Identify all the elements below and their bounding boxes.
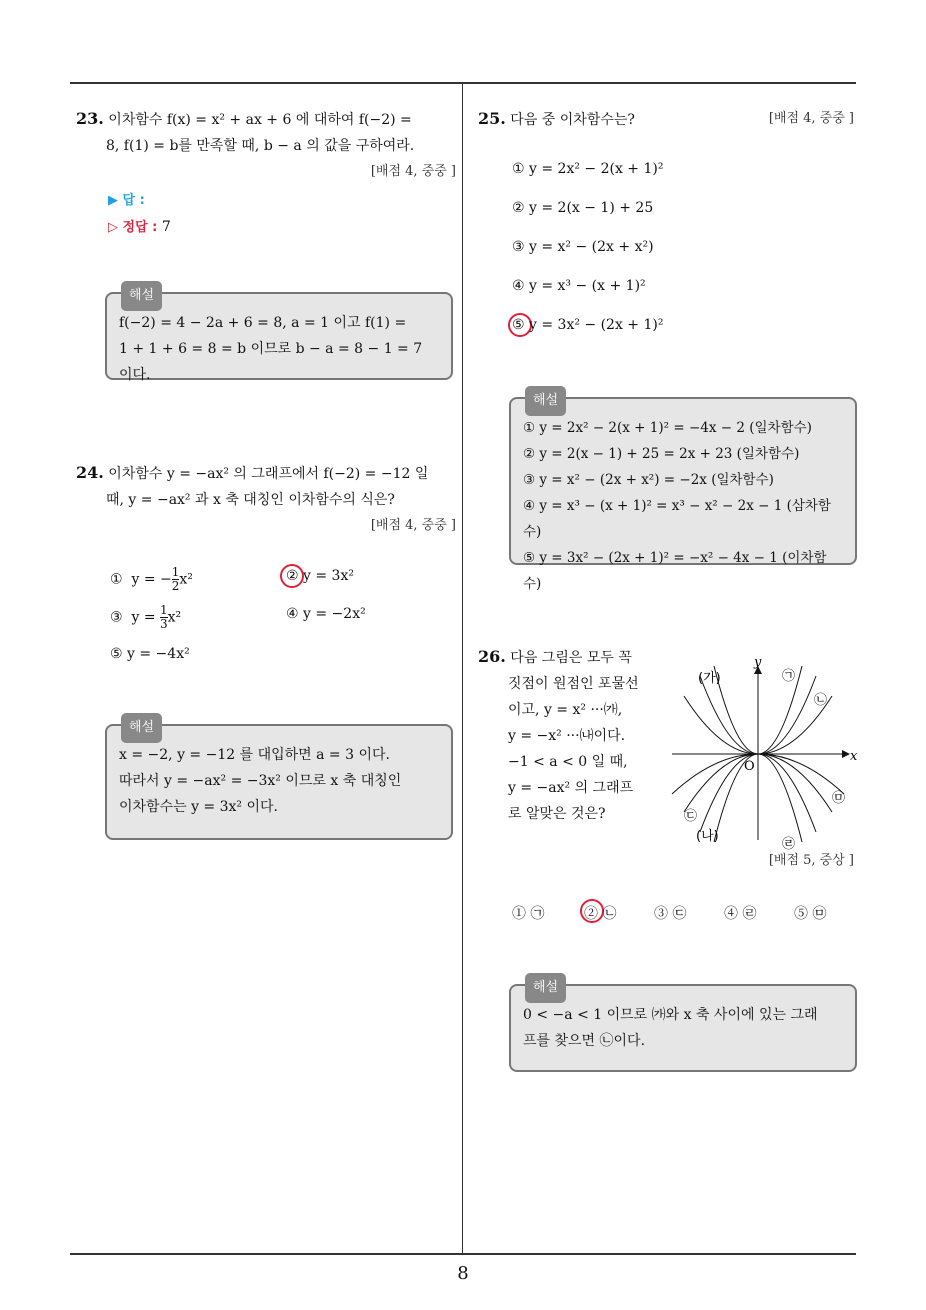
choice-text: y = −4x² bbox=[127, 646, 190, 662]
question-24 bbox=[76, 460, 456, 539]
top-rule bbox=[70, 82, 856, 84]
score-26 bbox=[660, 848, 854, 874]
explanation-line: ④ y = x³ − (x + 1)² = x³ − x² − 2x − 1 (삼차함수) bbox=[523, 498, 831, 540]
question-25 bbox=[478, 106, 854, 133]
question-text-line2: 8, f(1) = b를 만족할 때, b − a 의 값을 구하여라. bbox=[106, 138, 415, 154]
choice-mark: ⑤ bbox=[110, 646, 123, 662]
choice-3[interactable]: ③ ㉢ bbox=[654, 906, 687, 922]
label-c5: ㉤ bbox=[832, 791, 846, 806]
label-c4: ㉣ bbox=[782, 837, 796, 852]
label-x: x bbox=[850, 749, 858, 764]
question-text-line: 로 알맞은 것은? bbox=[508, 806, 606, 822]
question-text-line: −1 < a < 0 일 때, bbox=[508, 754, 628, 770]
label-y: y bbox=[754, 655, 762, 670]
explanation-line1: x = −2, y = −12 를 대입하면 a = 3 이다. bbox=[119, 747, 390, 763]
explanation-line1: 0 < −a < 1 이므로 ㈎와 x 축 사이에 있는 그래 bbox=[523, 1007, 818, 1023]
explanation-label: 해설 bbox=[121, 281, 162, 311]
denominator: 3 bbox=[160, 617, 168, 631]
score-label: [배점 4, 중중 ] bbox=[768, 111, 854, 126]
question-text-line: 짓점이 원점인 포물선 bbox=[508, 676, 639, 692]
question-26 bbox=[478, 644, 653, 827]
choice-3[interactable]: ③ y = x² − (2x + x²) bbox=[512, 239, 654, 255]
choice-1[interactable]: ① y = 2x² − 2(x + 1)² bbox=[512, 161, 664, 177]
label-na: (나) bbox=[696, 829, 719, 844]
choice-5[interactable]: ⑤ y = 3x² − (2x + 1)² bbox=[512, 317, 664, 333]
choice-mark: ④ bbox=[286, 606, 299, 622]
choice-text: y = − bbox=[131, 571, 172, 588]
choice-4[interactable]: ④ ㉣ bbox=[724, 906, 757, 922]
question-text-line: y = −ax² 의 그래프 bbox=[508, 780, 634, 796]
choice-mark: ② bbox=[286, 568, 299, 584]
choice-tail: x² bbox=[179, 571, 193, 588]
label-origin: O bbox=[744, 759, 755, 774]
explanation-line: ⑤ y = 3x² − (2x + 1)² = −x² − 4x − 1 (이차함수) bbox=[523, 550, 827, 592]
question-text-line1: 이차함수 f(x) = x² + ax + 6 에 대하여 f(−2) = bbox=[108, 112, 412, 128]
question-text-line: y = −x² ···㈏이다. bbox=[508, 728, 626, 744]
answer-area-23 bbox=[108, 188, 448, 241]
question-text: 다음 중 이차함수는? bbox=[510, 112, 635, 128]
question-number: 26. bbox=[478, 647, 506, 666]
question-text-line1: 이차함수 y = −ax² 의 그래프에서 f(−2) = −12 일 bbox=[108, 466, 429, 482]
score-label: [배점 4, 중중 ] bbox=[370, 164, 456, 179]
explanation-box-25 bbox=[509, 393, 857, 592]
question-text-line: 이고, y = x² ···㈎, bbox=[508, 702, 623, 718]
choice-text: y = −2x² bbox=[303, 606, 366, 622]
question-number: 23. bbox=[76, 109, 104, 128]
choice-4[interactable] bbox=[286, 606, 366, 622]
label-ga: (가) bbox=[698, 671, 721, 686]
fraction bbox=[160, 604, 168, 631]
explanation-line2: 프를 찾으면 ㉡이다. bbox=[523, 1033, 646, 1049]
page-number: 8 bbox=[457, 1263, 469, 1284]
question-number: 25. bbox=[478, 109, 506, 128]
explanation-box-24 bbox=[105, 720, 453, 840]
choice-2[interactable]: ② ㉡ bbox=[584, 906, 617, 922]
choice-4[interactable]: ④ y = x³ − (x + 1)² bbox=[512, 278, 646, 294]
numerator: 1 bbox=[160, 603, 168, 617]
explanation-label: 해설 bbox=[525, 386, 566, 416]
choice-1[interactable]: ① ㉠ bbox=[512, 906, 545, 922]
score-label: [배점 4, 중중 ] bbox=[370, 518, 456, 533]
explanation-line: ③ y = x² − (2x + x²) = −2x (일차함수) bbox=[523, 472, 774, 488]
explanation-line: ① y = 2x² − 2(x + 1)² = −4x − 2 (일차함수) bbox=[523, 420, 812, 436]
explanation-label: 해설 bbox=[121, 713, 162, 743]
choice-tail: x² bbox=[167, 609, 182, 626]
choice-mark: ① bbox=[110, 571, 123, 588]
explanation-line: ② y = 2(x − 1) + 25 = 2x + 23 (일차함수) bbox=[523, 446, 800, 462]
correct-answer-label: ▷ 정답 : bbox=[108, 220, 158, 235]
choice-1[interactable] bbox=[110, 566, 193, 593]
label-c1: ㉠ bbox=[782, 669, 796, 684]
choice-2[interactable]: ② y = 2(x − 1) + 25 bbox=[512, 200, 654, 216]
label-c2: ㉡ bbox=[814, 693, 828, 708]
column-divider bbox=[462, 84, 463, 1255]
choice-5[interactable] bbox=[110, 646, 190, 662]
explanation-line3: 이차함수는 y = 3x² 이다. bbox=[119, 799, 278, 815]
explanation-line2: 1 + 1 + 6 = 8 = b 이므로 b − a = 8 − 1 = 7 이다. bbox=[119, 341, 423, 383]
question-number: 24. bbox=[76, 463, 104, 482]
label-c3: ㉢ bbox=[684, 809, 698, 824]
correct-answer-value: 7 bbox=[161, 219, 171, 235]
explanation-label: 해설 bbox=[525, 973, 566, 1003]
choice-text: y = 3x² bbox=[303, 568, 354, 584]
question-text-line2: 때, y = −ax² 과 x 축 대칭인 이차함수의 식은? bbox=[106, 492, 395, 508]
explanation-box-26 bbox=[509, 980, 857, 1072]
x-axis-arrow bbox=[842, 750, 850, 758]
choice-5[interactable]: ⑤ ㉤ bbox=[794, 906, 827, 922]
choice-mark: ③ bbox=[110, 609, 123, 626]
choice-3[interactable] bbox=[110, 604, 181, 631]
numerator: 1 bbox=[171, 565, 180, 579]
parabola-graph bbox=[664, 654, 864, 854]
bottom-rule bbox=[70, 1253, 856, 1255]
explanation-line1: f(−2) = 4 − 2a + 6 = 8, a = 1 이고 f(1) = bbox=[119, 315, 407, 331]
choice-2[interactable] bbox=[286, 568, 354, 584]
answer-prompt: ▶ 답 : bbox=[108, 193, 145, 208]
score-label: [배점 5, 중상 ] bbox=[768, 853, 854, 868]
explanation-line2: 따라서 y = −ax² = −3x² 이므로 x 축 대칭인 bbox=[119, 773, 402, 789]
explanation-box-23 bbox=[105, 288, 453, 383]
question-text-line: 다음 그림은 모두 꼭 bbox=[510, 650, 632, 666]
question-23 bbox=[76, 106, 456, 185]
denominator: 2 bbox=[171, 579, 180, 593]
choice-text: y = bbox=[131, 609, 161, 626]
